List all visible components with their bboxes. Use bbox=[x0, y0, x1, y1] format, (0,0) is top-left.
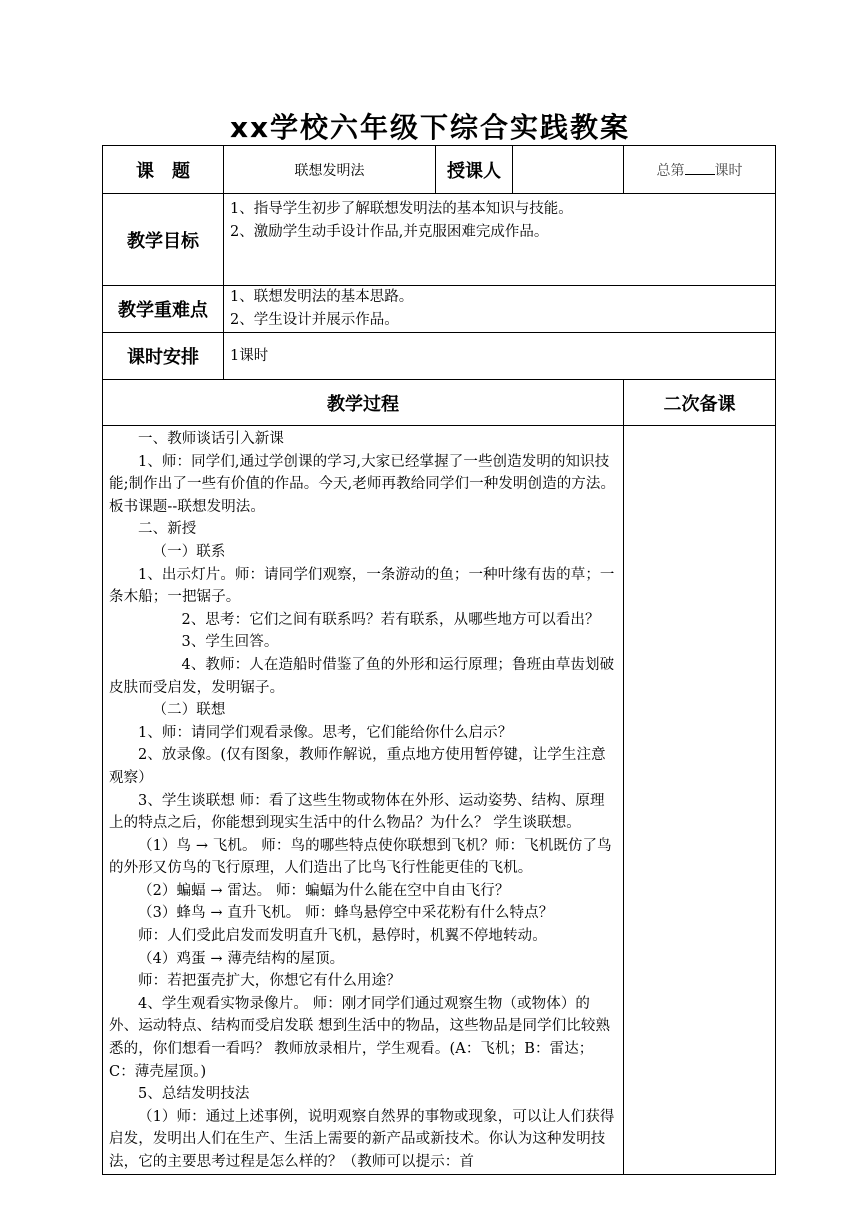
process-paragraph: 1、师：请同学们观看录像。思考，它们能给你什么启示？ bbox=[138, 724, 513, 741]
process-paragraph: （一）联系 bbox=[152, 543, 226, 560]
second-prep-label: 二次备课 bbox=[624, 380, 776, 426]
total-blank bbox=[685, 160, 715, 175]
process-paragraph: （1）师：通过上述事例，说明观察自然界的事物或现象，可以让人们获得启发，发明出人们在生产、生活上需要的新产品或新技术。你认为这种发明技法，它的主要思考过程是怎么样的？（教师可以提示：首 bbox=[109, 1108, 615, 1170]
document-title: xx学校六年级下综合实践教案 bbox=[229, 111, 631, 144]
process-paragraph: 二、新授 bbox=[138, 521, 197, 538]
objectives-content bbox=[224, 194, 776, 286]
subject-label: 课 题 bbox=[103, 146, 224, 194]
schedule-content bbox=[224, 333, 776, 380]
process-paragraph: 2、放录像。(仅有图象，教师作解说，重点地方使用暂停键，让学生注意观察） bbox=[109, 747, 606, 786]
key-point-line: 1、联想发明法的基本思路。 bbox=[230, 289, 414, 305]
schedule-label: 课时安排 bbox=[103, 333, 224, 380]
key-points-content bbox=[224, 286, 776, 333]
key-points-label: 教学重难点 bbox=[103, 286, 224, 333]
second-prep-content bbox=[624, 426, 776, 1175]
total-suffix: 课时 bbox=[714, 162, 743, 179]
objective-line: 2、激励学生动手设计作品,并克服困难完成作品。 bbox=[230, 224, 549, 240]
total-lesson-cell bbox=[624, 146, 776, 194]
process-paragraph: 4、教师：人在造船时借鉴了鱼的外形和运行原理；鲁班由草齿划破皮肤而受启发，发明锯子。 bbox=[109, 656, 615, 696]
objective-line: 1、指导学生初步了解联想发明法的基本知识与技能。 bbox=[230, 201, 573, 217]
process-paragraph: （2）蝙蝠 → 雷达。 师：蝙蝠为什么能在空中自由飞行？ bbox=[138, 882, 510, 899]
process-label: 教学过程 bbox=[103, 380, 624, 426]
process-paragraph: 一、教师谈话引入新课 bbox=[138, 431, 284, 447]
teacher-label: 授课人 bbox=[436, 146, 513, 194]
lesson-plan-table bbox=[102, 145, 776, 1175]
objectives-label: 教学目标 bbox=[103, 194, 224, 286]
schedule-value: 1课时 bbox=[230, 347, 269, 364]
process-paragraph: （二）联想 bbox=[152, 702, 226, 719]
process-paragraph: （4）鸡蛋 → 薄壳结构的屋顶。 bbox=[138, 950, 345, 967]
process-paragraph: 2、思考：它们之间有联系吗？若有联系，从哪些地方可以看出？ bbox=[181, 611, 600, 628]
process-paragraph: 3、学生谈联想 师：看了这些生物或物体在外形、运动姿势、结构、原理上的特点之后，你能想到现实生活中的什么物品？为什么？ 学生谈联想。 bbox=[109, 792, 605, 832]
process-paragraph: 5、总结发明技法 bbox=[138, 1086, 250, 1103]
key-point-line: 2、学生设计并展示作品。 bbox=[230, 312, 399, 328]
process-paragraph: 4、学生观看实物录像片。 师：刚才同学们通过观察生物（或物体）的外、运动特点、结构而受启发联 想到生活中的物品，这些物品是同学们比较熟悉的，你们想看一看吗？ 教师放录相片，学生观看。(A：飞机；B：雷达；C：薄壳屋顶。) bbox=[109, 995, 611, 1080]
teacher-value bbox=[513, 146, 624, 194]
process-paragraph: （1）鸟 → 飞机。 师：鸟的哪些特点使你联想到飞机？师：飞机既仿了鸟的外形又仿鸟的飞行原理，人们造出了比鸟飞行性能更佳的飞机。 bbox=[109, 837, 612, 877]
process-paragraph: 师：若把蛋壳扩大，你想它有什么用途？ bbox=[138, 973, 401, 990]
subject-value: 联想发明法 bbox=[224, 146, 436, 194]
process-paragraph: 1、出示灯片。师：请同学们观察，一条游动的鱼；一种叶缘有齿的草；一条木船；一把锯子。 bbox=[109, 566, 615, 606]
process-paragraph: （3）蜂鸟 → 直升飞机。 师：蜂鸟悬停空中采花粉有什么特点？ bbox=[138, 905, 554, 922]
process-content bbox=[103, 426, 624, 1175]
process-paragraph: 3、学生回答。 bbox=[181, 634, 279, 651]
total-prefix: 总第 bbox=[656, 162, 685, 179]
process-paragraph: 师：人们受此启发而发明直升飞机，悬停时，机翼不停地转动。 bbox=[138, 928, 547, 945]
process-paragraph: 1、师：同学们,通过学创课的学习,大家已经掌握了一些创造发明的知识技能;制作出了一些有价值的作品。今天,老师再教给同学们一种发明创造的方法。板书课题--联想发明法。 bbox=[109, 453, 616, 515]
